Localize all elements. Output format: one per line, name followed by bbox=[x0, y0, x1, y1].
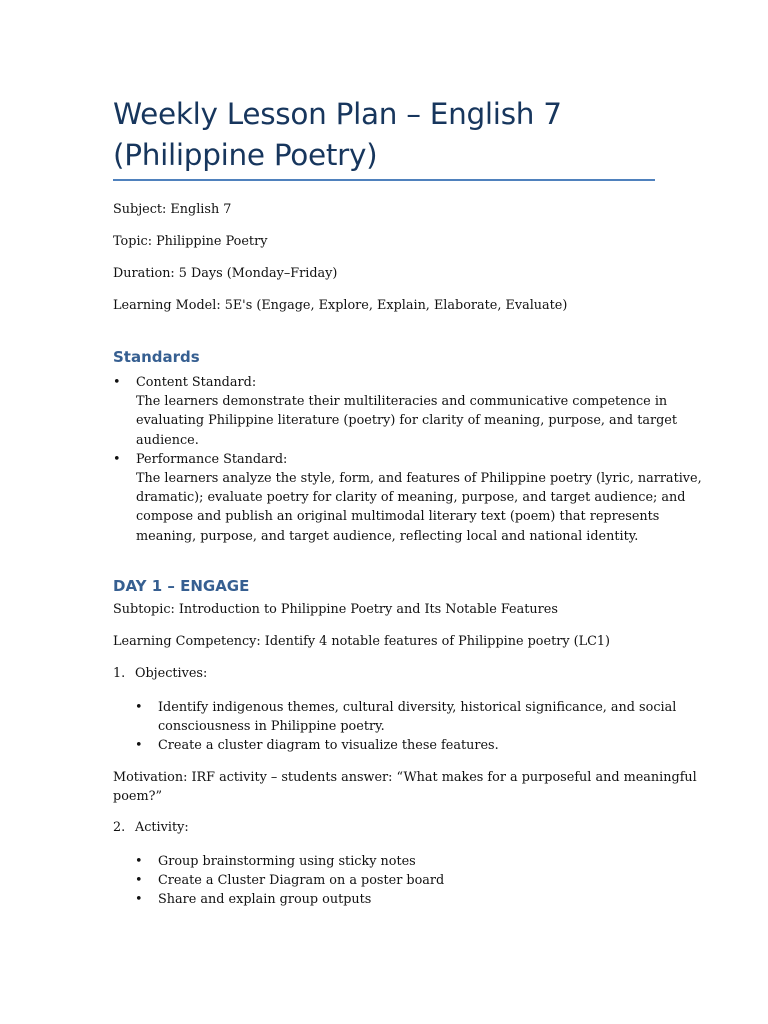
performance-standard-line: dramatic); evaluate poetry for clarity of meaning, purpose, and target audience; and bbox=[136, 490, 686, 506]
objectives-label: Objectives: bbox=[135, 666, 208, 681]
objective-item bbox=[135, 736, 676, 755]
content-standard-item bbox=[113, 373, 702, 450]
objective-line: consciousness in Philippine poetry. bbox=[158, 719, 385, 735]
objectives-number: 1. bbox=[113, 666, 126, 681]
page-title: Weekly Lesson Plan – English 7 (Philippine Poetry) bbox=[113, 97, 562, 172]
objective-line: Create a cluster diagram to visualize these features. bbox=[158, 738, 499, 754]
performance-standard-item bbox=[113, 450, 702, 546]
activity-text: Create a Cluster Diagram on a poster board bbox=[158, 873, 445, 889]
title-underline bbox=[113, 179, 655, 181]
activities-list bbox=[135, 852, 444, 910]
topic-line: Topic: Philippine Poetry bbox=[113, 234, 268, 249]
activity-label: Activity: bbox=[135, 820, 189, 835]
day1-heading: DAY 1 – ENGAGE bbox=[113, 577, 250, 595]
day1-competency: Learning Competency: Identify 4 notable features of Philippine poetry (LC1) bbox=[113, 634, 611, 649]
content-standard-line: The learners demonstrate their multiliteracies and communicative competence in bbox=[136, 394, 668, 410]
day1-subtopic: Subtopic: Introduction to Philippine Poetry and Its Notable Features bbox=[113, 602, 558, 617]
objectives-list bbox=[135, 698, 676, 756]
performance-standard-label: Performance Standard: bbox=[136, 451, 288, 467]
bullet-icon: • bbox=[135, 873, 143, 889]
bullet-icon: • bbox=[135, 854, 143, 869]
motivation-line: poem?” bbox=[113, 789, 163, 805]
performance-standard-line: The learners analyze the style, form, and features of Philippine poetry (lyric, narrative, bbox=[136, 471, 702, 487]
bullet-icon: • bbox=[113, 451, 121, 467]
motivation-paragraph bbox=[113, 768, 697, 806]
activity-text: Group brainstorming using sticky notes bbox=[158, 854, 416, 869]
activity-item bbox=[135, 871, 444, 890]
activity-item bbox=[135, 852, 444, 871]
performance-standard-line: meaning, purpose, and target audience, reflecting local and national identity. bbox=[136, 528, 639, 544]
activity-text: Share and explain group outputs bbox=[158, 892, 372, 908]
content-standard-line: evaluating Philippine literature (poetry) for clarity of meaning, purpose, and target bbox=[136, 413, 677, 429]
duration-line: Duration: 5 Days (Monday–Friday) bbox=[113, 266, 338, 281]
objective-item bbox=[135, 698, 676, 736]
subject-line: Subject: English 7 bbox=[113, 202, 232, 217]
activity-number: 2. bbox=[113, 820, 126, 835]
learning-model-line: Learning Model: 5E's (Engage, Explore, Explain, Elaborate, Evaluate) bbox=[113, 298, 568, 313]
activity-item bbox=[135, 890, 444, 909]
objective-line: Identify indigenous themes, cultural diversity, historical significance, and social bbox=[158, 700, 677, 715]
performance-standard-line: compose and publish an original multimodal literary text (poem) that represents bbox=[136, 509, 660, 525]
standards-list bbox=[113, 373, 702, 546]
motivation-line: Motivation: IRF activity – students answer: “What makes for a purposeful and meaningful bbox=[113, 770, 697, 785]
standards-heading: Standards bbox=[113, 348, 200, 366]
bullet-icon: • bbox=[135, 892, 143, 908]
bullet-icon: • bbox=[135, 738, 143, 754]
bullet-icon: • bbox=[135, 700, 143, 715]
content-standard-label: Content Standard: bbox=[136, 375, 257, 390]
content-standard-line: audience. bbox=[136, 432, 199, 448]
bullet-icon: • bbox=[113, 375, 121, 390]
